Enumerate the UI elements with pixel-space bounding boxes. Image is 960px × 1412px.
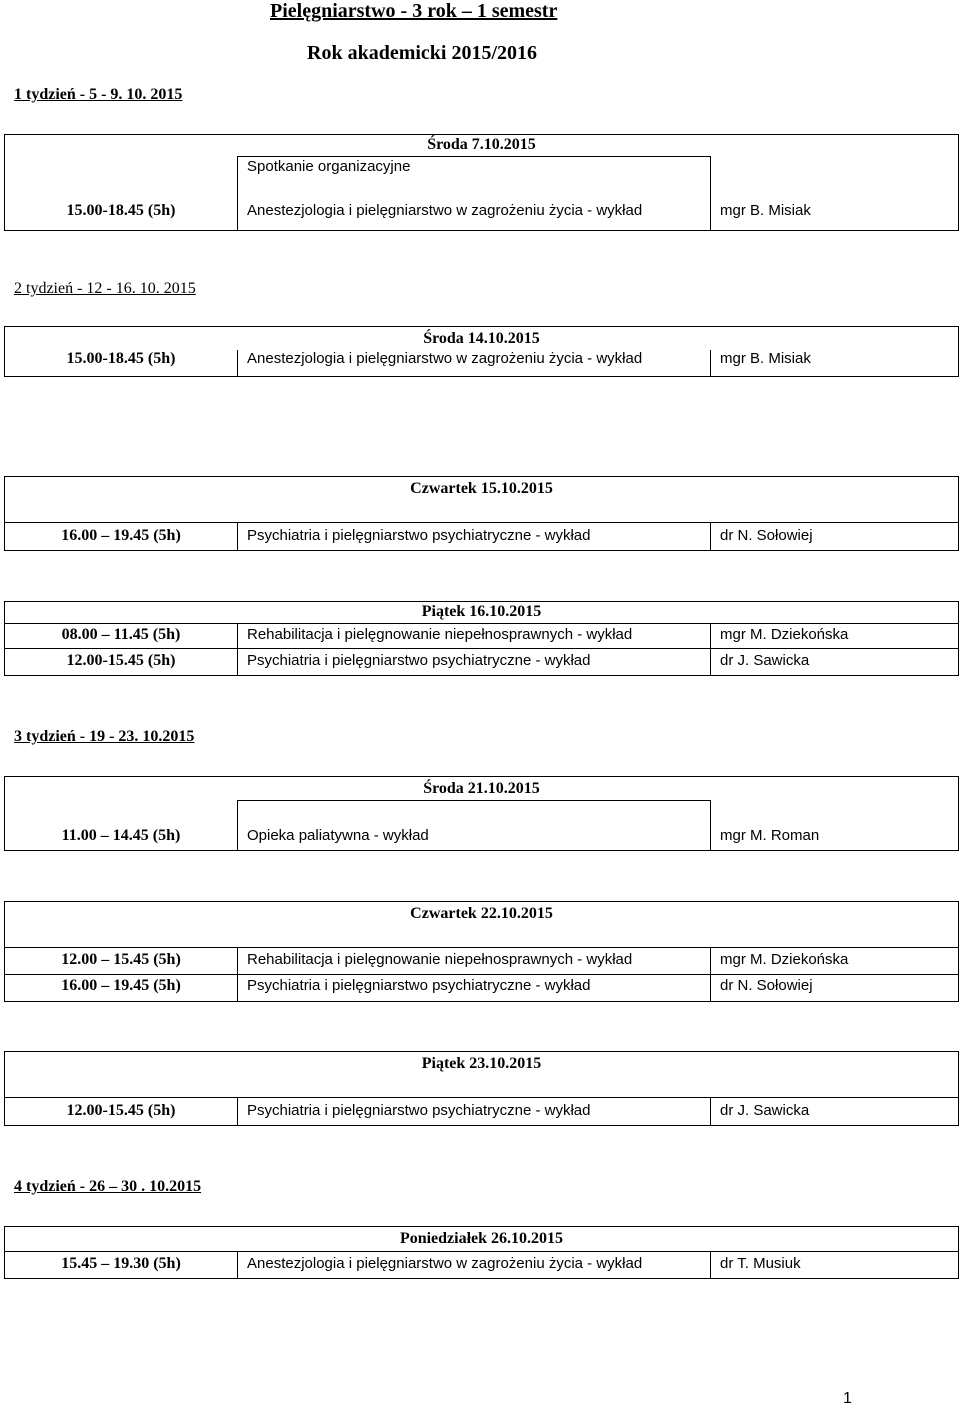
session-subject: Anestezjologia i pielęgniarstwo w zagrożeniu życia - wykład xyxy=(247,1255,643,1272)
session-teacher: mgr M. Dziekońska xyxy=(720,626,849,643)
week-4-heading: 4 tydzień - 26 – 30 . 10.2015 xyxy=(14,1178,202,1195)
session-subject: Psychiatria i pielęgniarstwo psychiatryczne - wykład xyxy=(247,652,591,669)
academic-year: Rok akademicki 2015/2016 xyxy=(307,42,538,64)
day-heading: Środa 21.10.2015 xyxy=(423,780,540,797)
session-subject: Anestezjologia i pielęgniarstwo w zagrożeniu życia - wykład xyxy=(247,202,643,219)
session-teacher: dr T. Musiuk xyxy=(720,1255,801,1272)
session-teacher: dr J. Sawicka xyxy=(720,652,810,669)
session-subject: Psychiatria i pielęgniarstwo psychiatryczne - wykład xyxy=(247,527,591,544)
week-1-heading: 1 tydzień - 5 - 9. 10. 2015 xyxy=(14,86,183,103)
day-block-friday-16-10 xyxy=(4,601,959,675)
day-heading: Czwartek 22.10.2015 xyxy=(410,905,553,922)
session-time: 16.00 – 19.45 (5h) xyxy=(61,977,181,994)
day-heading: Środa 7.10.2015 xyxy=(427,136,536,153)
day-block-wednesday-21-10 xyxy=(4,776,959,850)
day-heading: Poniedziałek 26.10.2015 xyxy=(399,1230,564,1247)
session-time: 08.00 – 11.45 (5h) xyxy=(61,626,181,643)
session-teacher: dr N. Sołowiej xyxy=(720,527,813,544)
session-subject: Opieka paliatywna - wykład xyxy=(247,827,429,844)
session-subject: Rehabilitacja i pielęgnowanie niepełnosprawnych - wykład xyxy=(247,951,633,968)
day-block-thursday-22-10 xyxy=(4,901,959,1001)
session-teacher: mgr B. Misiak xyxy=(720,350,811,367)
session-note: Spotkanie organizacyjne xyxy=(247,158,411,175)
session-teacher: mgr M. Dziekońska xyxy=(720,951,849,968)
day-block-wednesday-07-10 xyxy=(4,134,959,230)
day-block-wednesday-14-10 xyxy=(4,326,959,376)
session-time: 11.00 – 14.45 (5h) xyxy=(61,827,181,844)
session-teacher: dr J. Sawicka xyxy=(720,1102,810,1119)
page-number: 1 xyxy=(843,1390,852,1407)
session-time: 15.45 – 19.30 (5h) xyxy=(61,1255,181,1272)
week-3-heading: 3 tydzień - 19 - 23. 10.2015 xyxy=(14,728,195,745)
session-subject: Anestezjologia i pielęgniarstwo w zagrożeniu życia - wykład xyxy=(247,350,643,367)
session-teacher: mgr B. Misiak xyxy=(720,202,811,219)
day-block-monday-26-10 xyxy=(4,1226,959,1278)
session-subject: Rehabilitacja i pielęgnowanie niepełnosprawnych - wykład xyxy=(247,626,633,643)
session-time: 12.00 – 15.45 (5h) xyxy=(61,951,181,968)
day-block-thursday-15-10 xyxy=(4,476,959,550)
session-teacher: dr N. Sołowiej xyxy=(720,977,813,994)
day-heading: Środa 14.10.2015 xyxy=(423,330,540,347)
session-time: 12.00-15.45 (5h) xyxy=(66,1102,176,1119)
session-teacher: mgr M. Roman xyxy=(720,827,820,844)
session-time: 15.00-18.45 (5h) xyxy=(66,202,176,219)
day-heading: Czwartek 15.10.2015 xyxy=(410,480,553,497)
session-time: 15.00-18.45 (5h) xyxy=(66,350,176,367)
day-heading: Piątek 16.10.2015 xyxy=(421,603,542,620)
session-subject: Psychiatria i pielęgniarstwo psychiatryczne - wykład xyxy=(247,1102,591,1119)
day-block-friday-23-10 xyxy=(4,1051,959,1125)
session-time: 12.00-15.45 (5h) xyxy=(66,652,176,669)
day-heading: Piątek 23.10.2015 xyxy=(421,1055,542,1072)
document-title: Pielęgniarstwo - 3 rok – 1 semestr xyxy=(270,0,558,22)
session-time: 16.00 – 19.45 (5h) xyxy=(61,527,181,544)
session-subject: Psychiatria i pielęgniarstwo psychiatryczne - wykład xyxy=(247,977,591,994)
week-2-heading: 2 tydzień - 12 - 16. 10. 2015 xyxy=(14,280,196,297)
